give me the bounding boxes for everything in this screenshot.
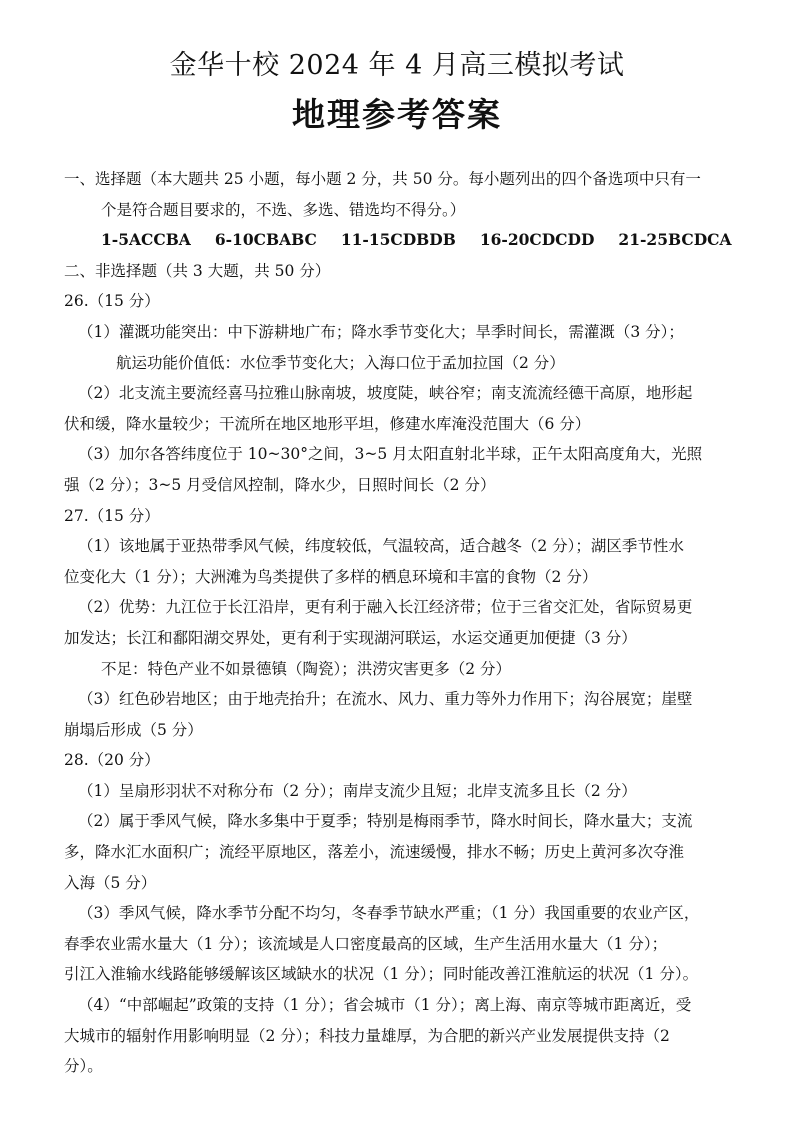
document-subtitle: 地理参考答案 [292, 95, 502, 134]
q28-part3-line3: 引江入淮输水线路能够缓解该区域缺水的状况（1 分）；同时能改善江淮航运的状况（1 分）。 [64, 965, 699, 984]
answers-11-15: 11-15CDBDB [340, 230, 456, 250]
q28-part4-line3: 分）。 [64, 1057, 103, 1076]
q28-part1-line1: （1）呈扇形羽状不对称分布（2 分）；南岸支流少且短；北岸支流多且长（2 分） [78, 781, 637, 800]
q28-part4-line1: （4）“中部崛起”政策的支持（1 分）；省会城市（1 分）；离上海、南京等城市距离近，受 [78, 996, 692, 1015]
q26-part3-line2: 强（2 分）；3~5 月受信风控制，降水少，日照时间长（2 分） [64, 475, 496, 494]
q27-part2-line3: 不足：特色产业不如景德镇（陶瓷）；洪涝灾害更多（2 分） [101, 659, 512, 678]
q27-part2-line1: （2）优势：九江位于长江沿岸，更有利于融入长江经济带；位于三省交汇处，省际贸易更 [78, 598, 693, 617]
question-28-heading: 28.（20 分） [64, 751, 160, 770]
q26-part2-line2: 伏和缓，降水量较少；干流所在地区地形平坦，修建水库淹没范围大（6 分） [64, 414, 591, 433]
answers-21-25: 21-25BCDCA [618, 230, 732, 250]
question-26-heading: 26.（15 分） [64, 292, 160, 311]
section-two-heading: 二、非选择题（共 3 大题，共 50 分） [64, 261, 331, 280]
q27-part3-line2: 崩塌后形成（5 分） [64, 720, 203, 739]
q28-part2-line1: （2）属于季风气候，降水多集中于夏季；特别是梅雨季节，降水时间长，降水量大；支流 [78, 812, 693, 831]
q27-part1-line1: （1）该地属于亚热带季风气候，纬度较低，气温较高，适合越冬（2 分）；湖区季节性水 [78, 537, 684, 556]
q26-part3-line1: （3）加尔各答纬度位于 10~30°之间，3~5 月太阳直射北半球，正午太阳高度角大，光照 [78, 445, 703, 464]
exam-title: 金华十校 2024 年 4 月高三模拟考试 [169, 50, 625, 81]
answer-body [64, 164, 748, 1082]
q26-part1-line1: （1）灌溉功能突出：中下游耕地广布；降水季节变化大；旱季时间长，需灌溉（3 分）； [78, 322, 684, 341]
section-one-heading: 一、选择题（本大题共 25 小题，每小题 2 分，共 50 分。每小题列出的四个备选项中只有一 [64, 170, 701, 188]
q27-part1-line2: 位变化大（1 分）；大洲滩为鸟类提供了多样的栖息环境和丰富的食物（2 分） [64, 567, 598, 586]
q27-part2-line2: 加发达；长江和鄱阳湖交界处，更有利于实现湖河联运，水运交通更加便捷（3 分） [64, 628, 637, 647]
q28-part3-line1: （3）季风气候，降水季节分配不均匀，冬春季节缺水严重；（1 分）我国重要的农业产区， [78, 904, 700, 923]
answers-6-10: 6-10CBABC [214, 230, 317, 250]
q28-part2-line3: 入海（5 分） [64, 873, 157, 892]
q26-part1-line2: 航运功能价值低：水位季节变化大；入海口位于孟加拉国（2 分） [116, 353, 565, 372]
question-27-heading: 27.（15 分） [64, 506, 160, 525]
q28-part4-line2: 大城市的辐射作用影响明显（2 分）；科技力量雄厚，为合肥的新兴产业发展提供支持（2 [64, 1026, 670, 1045]
section-one-note: 个是符合题目要求的，不选、多选、错选均不得分。） [101, 200, 466, 219]
answers-1-5: 1-5ACCBA [101, 230, 191, 250]
q28-part3-line2: 春季农业需水量大（1 分）；该流域是人口密度最高的区域，生产生活用水量大（1 分）； [64, 934, 668, 953]
q28-part2-line2: 多，降水汇水面积广；流经平原地区，落差小，流速缓慢，排水不畅；历史上黄河多次夺淮 [64, 843, 685, 862]
q26-part2-line1: （2）北支流主要流经喜马拉雅山脉南坡，坡度陡，峡谷窄；南支流流经德干高原，地形起 [78, 384, 693, 403]
q27-part3-line1: （3）红色砂岩地区；由于地壳抬升；在流水、风力、重力等外力作用下；沟谷展宽；崖壁 [78, 690, 693, 709]
multiple-choice-answers [64, 225, 748, 256]
answers-16-20: 16-20CDCDD [479, 230, 595, 250]
